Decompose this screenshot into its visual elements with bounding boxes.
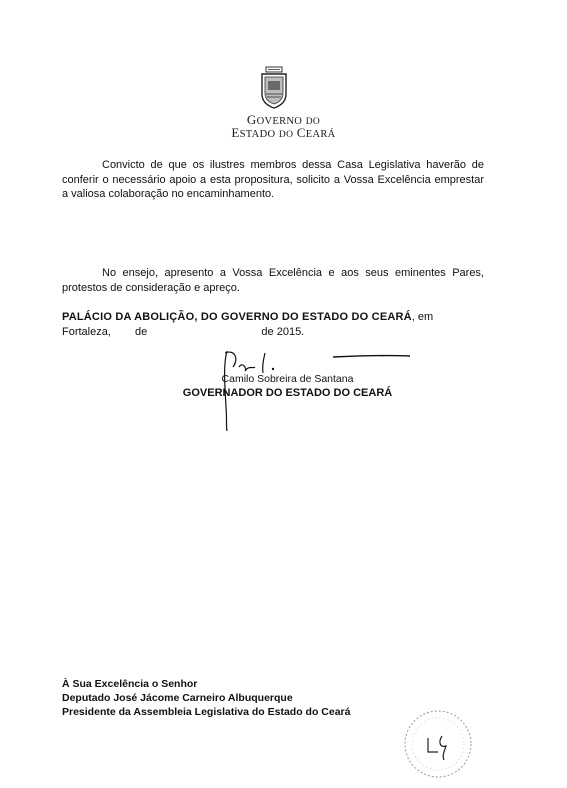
receipt-stamp [398,708,478,780]
signer-title: GOVERNADOR DO ESTADO DO CEARÁ [182,387,393,399]
dateline-year: de 2015. [261,325,305,338]
body-paragraph-1: Convicto de que os ilustres membros dessa Casa Legislativa haverão de conferir o necessário apoio a esta propositura, solicito a Vossa Excelência emprestar a valiosa colaboração no encaminhamento. [62,159,484,200]
letterhead-line-2: ESTADO DO CEARÁ [231,125,336,140]
dateline-de: de [135,325,148,338]
dateline: PALÁCIO DA ABOLIÇÃO, DO GOVERNO DO ESTADO DO CEARÁ, em Fortaleza, de de 2015. [62,311,434,338]
dateline-palace: PALÁCIO DA ABOLIÇÃO, DO GOVERNO DO ESTADO DO CEARÁ [62,311,412,323]
addressee-salutation: À Sua Excelência o Senhor [62,678,198,690]
letterhead-line-1: GOVERNO DO [246,112,321,127]
state-coat-of-arms-icon [258,66,290,110]
dateline-city: Fortaleza, [62,325,111,338]
addressee-position: Presidente da Assembleia Legislativa do Estado do Ceará [62,706,351,718]
body-paragraph-2: No ensejo, apresento a Vossa Excelência e aos seus eminentes Pares, protestos de consideração e apreço. [62,267,484,294]
addressee-name: Deputado José Jácome Carneiro Albuquerque [62,692,293,704]
signer-name: Camilo Sobreira de Santana [221,373,354,385]
